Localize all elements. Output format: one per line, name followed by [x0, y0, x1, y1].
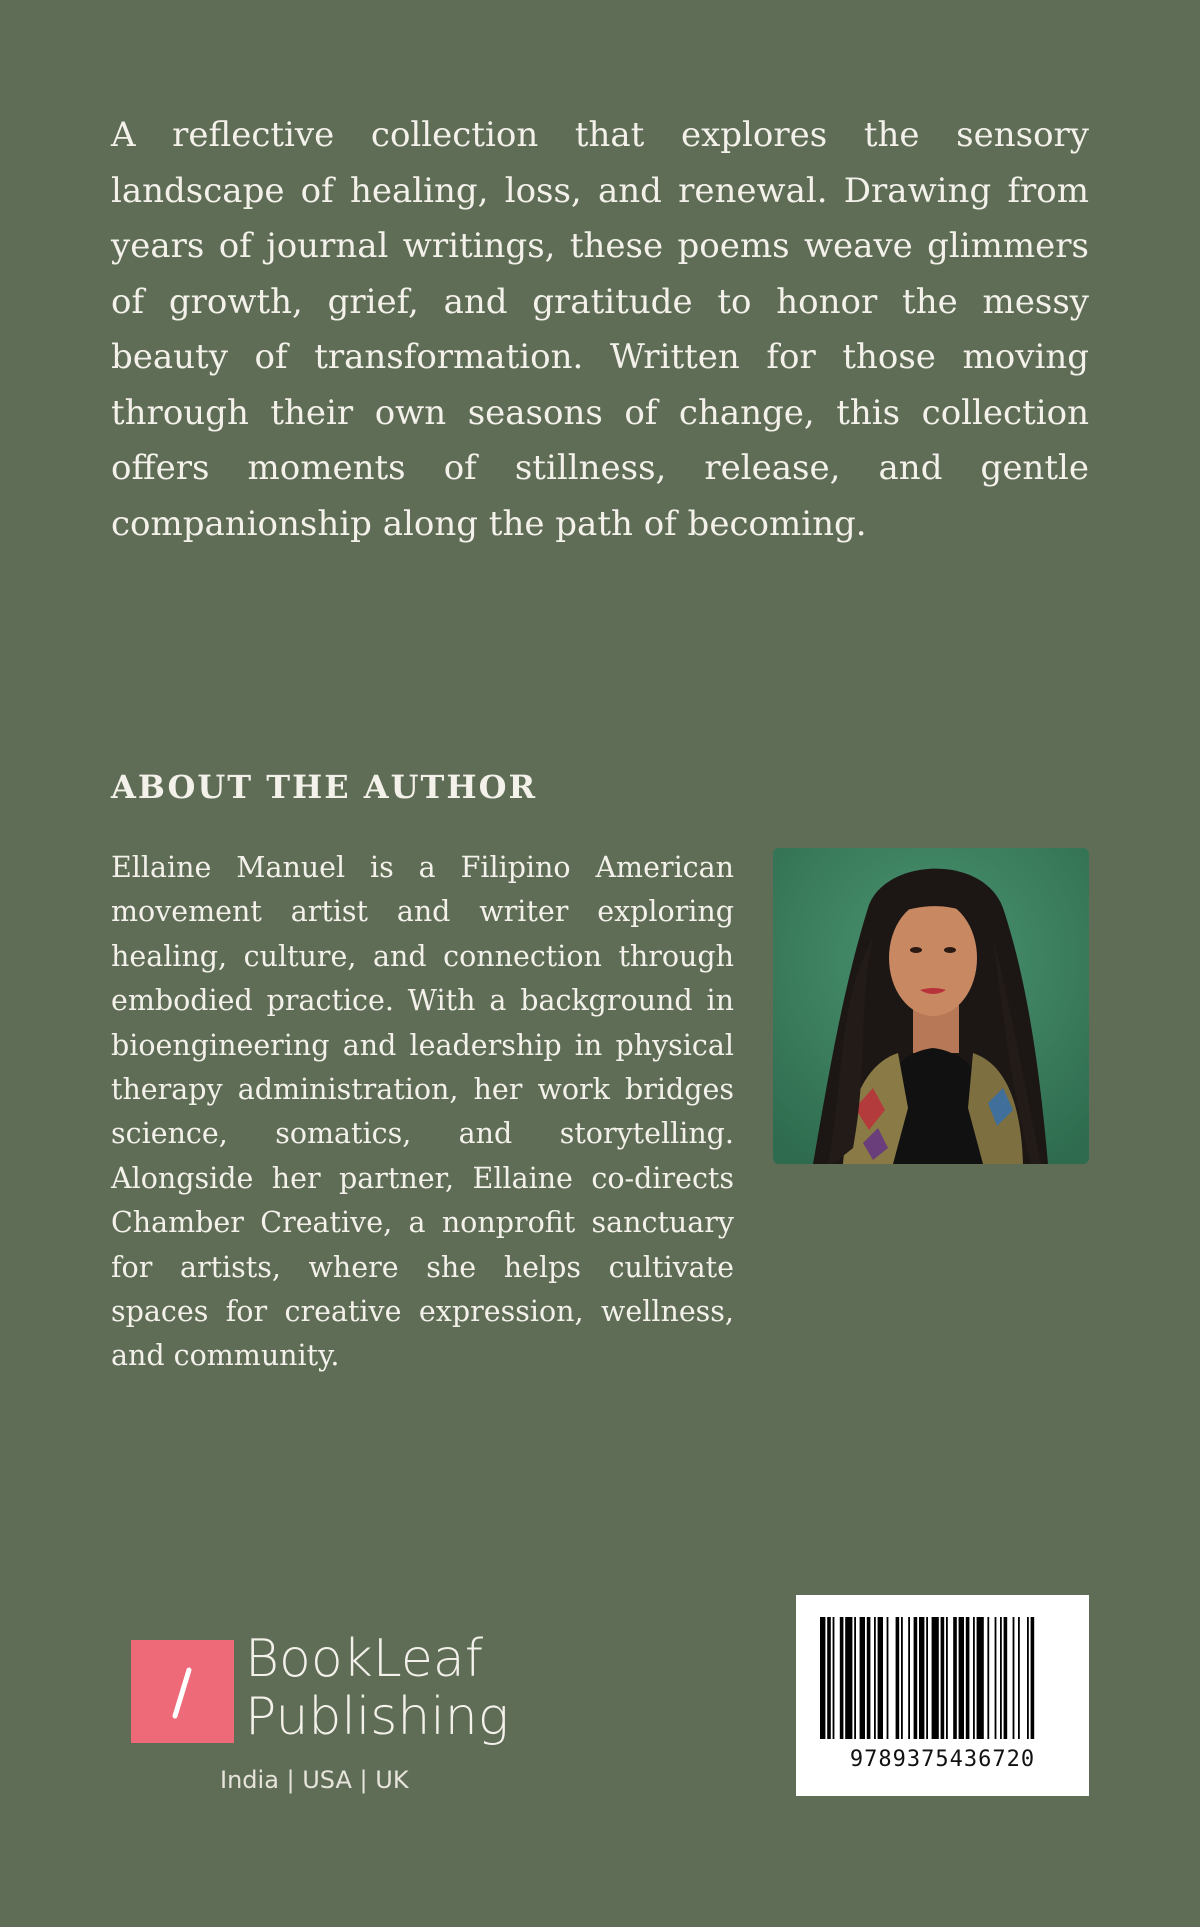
publisher-logo [131, 1630, 531, 1800]
barcode-bar [827, 1617, 831, 1739]
barcode-bar [1027, 1617, 1029, 1739]
author-bio: Ellaine Manuel is a Filipino American movement artist and writer exploring healing, culture, and connection through embodied practice. With a background in bioengineering and leadership in physical therapy administration, her work bridges science, somatics, and storytelling. Alongside her partner, Ellaine co-directs Chamber Creative, a nonprofit sanctuary for artists, where she helps cultivate spaces for creative expression, wellness, and community. [111, 851, 734, 1373]
barcode-bar [959, 1617, 964, 1739]
barcode-bar [914, 1617, 918, 1739]
barcode-bar [867, 1617, 871, 1739]
publisher-tagline: India | USA | UK [220, 1766, 409, 1794]
author-photo [773, 848, 1089, 1164]
barcode-bar [953, 1617, 957, 1739]
slash-logo-icon [131, 1640, 234, 1743]
barcode-bar [1000, 1617, 1002, 1739]
barcode-bar [901, 1617, 903, 1739]
barcode-bar [860, 1617, 865, 1739]
barcode-bar [887, 1617, 889, 1739]
barcode-bar [973, 1617, 975, 1739]
barcode-bar [987, 1617, 989, 1739]
barcode-icon [818, 1617, 1067, 1739]
isbn-number: 9789375436720 [849, 1747, 1036, 1772]
barcode-bar [1004, 1617, 1008, 1739]
barcode-bar [946, 1617, 948, 1739]
barcode-bar [977, 1617, 984, 1739]
barcode-bar [896, 1617, 900, 1739]
barcode-bar [833, 1617, 835, 1739]
barcode-bar [854, 1617, 856, 1739]
isbn-barcode [796, 1595, 1089, 1796]
publisher-name [245, 1630, 535, 1746]
book-blurb: A reflective collection that explores the sensory landscape of healing, loss, and renewal. Drawing from years of journal writings, these poems weave glimmers of growth, grief, and gratitude to honor the messy beauty of transformation. Written for those moving through their own seasons of change, this collection offers moments of stillness, release, and gentle companionship along the path of becoming. [111, 115, 1089, 544]
barcode-bar [1031, 1617, 1035, 1739]
publisher-name-line1: BookLeaf [245, 1629, 484, 1689]
barcode-bar [874, 1617, 876, 1739]
barcode-bar [845, 1617, 852, 1739]
barcode-bar [840, 1617, 844, 1739]
barcode-bar [1018, 1617, 1020, 1739]
barcode-bar [919, 1617, 924, 1739]
barcode-bar [878, 1617, 883, 1739]
barcode-bar [926, 1617, 928, 1739]
barcode-bar [995, 1617, 997, 1739]
barcode-bar [820, 1617, 825, 1739]
barcode-bar [908, 1617, 910, 1739]
barcode-bar [966, 1617, 970, 1739]
barcode-bar [1013, 1617, 1015, 1739]
barcode-bar [932, 1617, 939, 1739]
barcode-bar [941, 1617, 945, 1739]
about-author-heading: ABOUT THE AUTHOR [111, 768, 538, 806]
publisher-name-line2: Publishing [245, 1687, 509, 1747]
